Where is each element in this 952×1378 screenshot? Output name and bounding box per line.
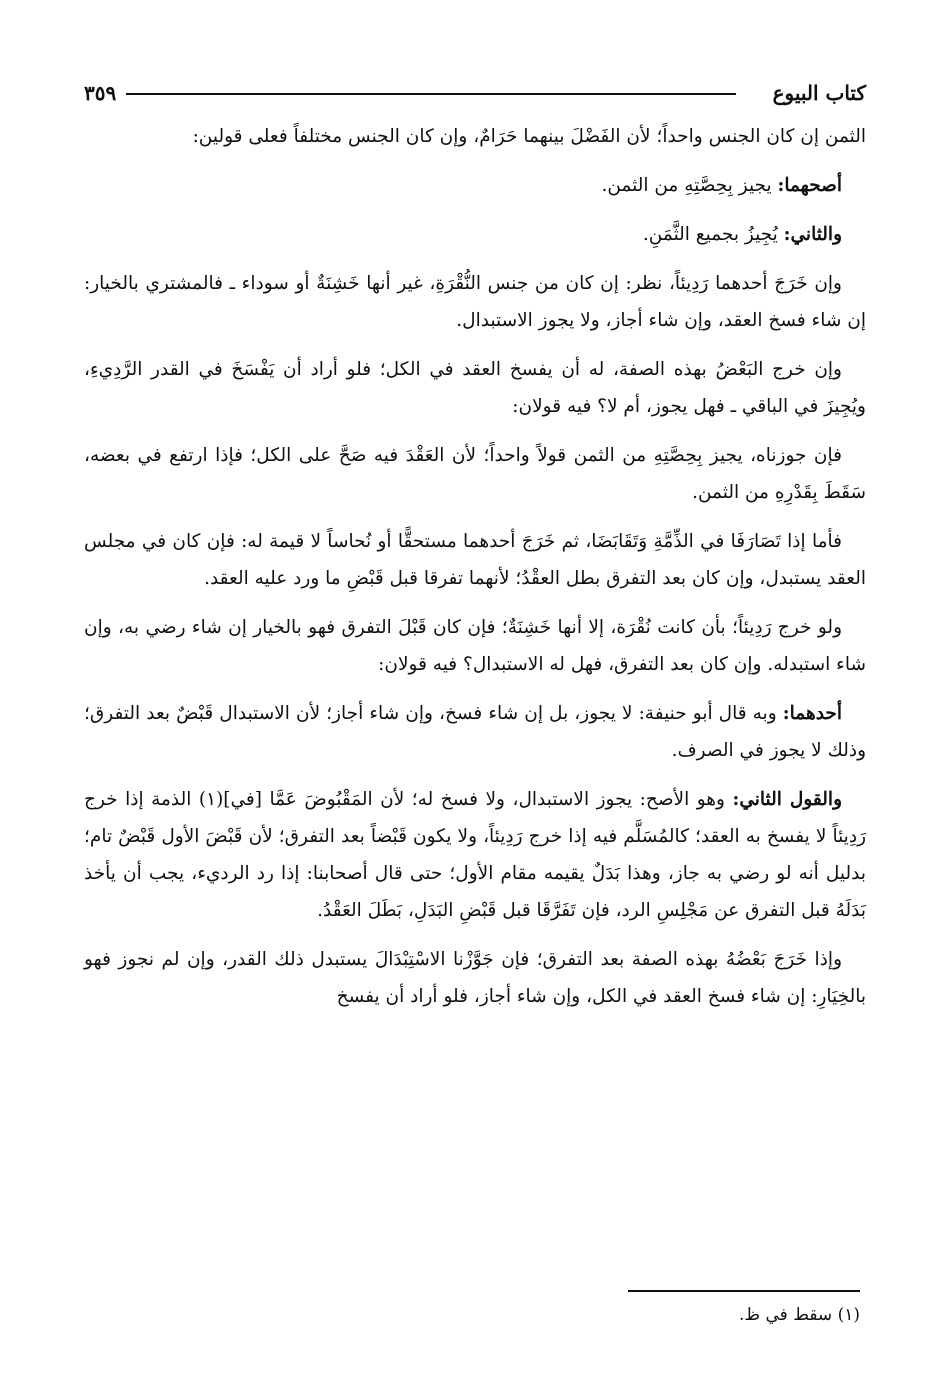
paragraph-lead: والقول الثاني: xyxy=(732,789,842,810)
paragraph xyxy=(84,437,866,511)
footnote: (١) سقط في ظ. xyxy=(738,1305,860,1325)
paragraph-text: يُجِيزُ بجميع الثَّمَنِ. xyxy=(642,224,784,245)
paragraph xyxy=(84,941,866,1015)
paragraph-text: فأما إذا تَصَارَفَا في الذِّمَّةِ وَتَقَابَضَا، ثم خَرَجَ أحدهما مستحقًّا أو نُحاساً لا قيمة له: فإن كان في مجلس العقد يستبدل، وإن كان بعد التفرق بطل العقْدُ؛ لأنهما تفرقا قبل قَبْضِ ما ورد عليه العقد. xyxy=(84,531,866,589)
header-rule xyxy=(126,93,736,95)
paragraph xyxy=(84,609,866,683)
paragraph xyxy=(84,695,866,769)
paragraph-lead: أصحهما: xyxy=(777,175,842,196)
paragraph xyxy=(84,118,866,155)
paragraph-lead: والثاني: xyxy=(783,224,842,245)
running-header xyxy=(84,78,866,108)
body-text xyxy=(84,118,866,1027)
chapter-title: كتاب البيوع xyxy=(772,81,866,105)
paragraph xyxy=(84,216,866,253)
paragraph-lead: أحدهما: xyxy=(782,703,842,724)
paragraph xyxy=(84,781,866,929)
footnote-rule xyxy=(628,1290,860,1292)
paragraph-text: يجيز بِحِصَّتِهِ من الثمن. xyxy=(601,175,778,196)
paragraph xyxy=(84,265,866,339)
paragraph xyxy=(84,523,866,597)
paragraph-text: ولو خرج رَدِيئاً؛ بأن كانت نُقْرَة، إلا أنها خَشِنَةٌ؛ فإن كان قَبْلَ التفرق فهو بالخيار إن شاء رضي به، وإن شاء استبدله. وإن كان بعد التفرق، فهل له الاستبدال؟ فيه قولان: xyxy=(84,617,866,675)
paragraph-text: وإن خرج البَعْضُ بهذه الصفة، له أن يفسخ العقد في الكل؛ فلو أراد أن يَفْسَخَ في القدر الرَّدِيءِ، ويُجِيزَ في الباقي ـ فهل يجوز، أم لا؟ فيه قولان: xyxy=(84,359,866,417)
paragraph-text: وهو الأصح: يجوز الاستبدال، ولا فسخ له؛ لأن المَقْبُوضَ عَمَّا [في](١) الذمة إذا خرج رَدِيئاً لا يفسخ به العقد؛ كالمُسَلَّم فيه إذا خرج رَدِيئاً، ولا يكون قَبْضاً بعد التفرق؛ لأن قَبْضَ الأول قَبْضٌ تام؛ بدليل أنه لو رضي به جاز، وهذا بَدَلٌ يقيمه مقام الأول؛ حتى قال أصحابنا: إذا رد الرديء، يجب أن يأخذ بَدَلَهُ قبل التفرق عن مَجْلِسِ الرد، فإن تَفَرَّقَا قبل قَبْضِ البَدَلِ، بَطَلَ العَقْدُ. xyxy=(84,789,866,921)
paragraph-text: وإن خَرَجَ أحدهما رَدِيئاً، نظر: إن كان من جنس النُّقْرَةِ، غير أنها خَشِنَةٌ أو سوداء ـ فالمشتري بالخيار: إن شاء فسخ العقد، وإن شاء أجاز، ولا يجوز الاستبدال. xyxy=(84,273,866,331)
page-number: ٣٥٩ xyxy=(84,81,117,105)
paragraph-text: وبه قال أبو حنيفة: لا يجوز، بل إن شاء فسخ، وإن شاء أجاز؛ لأن الاستبدال قَبْضٌ بعد التفرق؛ وذلك لا يجوز في الصرف. xyxy=(84,703,866,761)
paragraph xyxy=(84,167,866,204)
paragraph xyxy=(84,351,866,425)
paragraph-text: فإن جوزناه، يجيز بِحِصَّتِهِ من الثمن قولاً واحداً؛ لأن العَقْدَ فيه صَحَّ على الكل؛ فإذا ارتفع في بعضه، سَقَطَ بِقَدْرِهِ من الثمن. xyxy=(84,445,866,503)
paragraph-text: وإذا خَرَجَ بَعْضُهُ بهذه الصفة بعد التفرق؛ فإن جَوَّزْنا الاسْتِبْدَالَ يستبدل ذلك القدر، وإن لم نجوز فهو بالخِيَارِ: إن شاء فسخ العقد في الكل، وإن شاء أجاز، فلو أراد أن يفسخ xyxy=(84,949,866,1007)
paragraph-text: الثمن إن كان الجنس واحداً؛ لأن الفَضْلَ بينهما حَرَامٌ، وإن كان الجنس مختلفاً فعلى قولين: xyxy=(192,126,866,147)
